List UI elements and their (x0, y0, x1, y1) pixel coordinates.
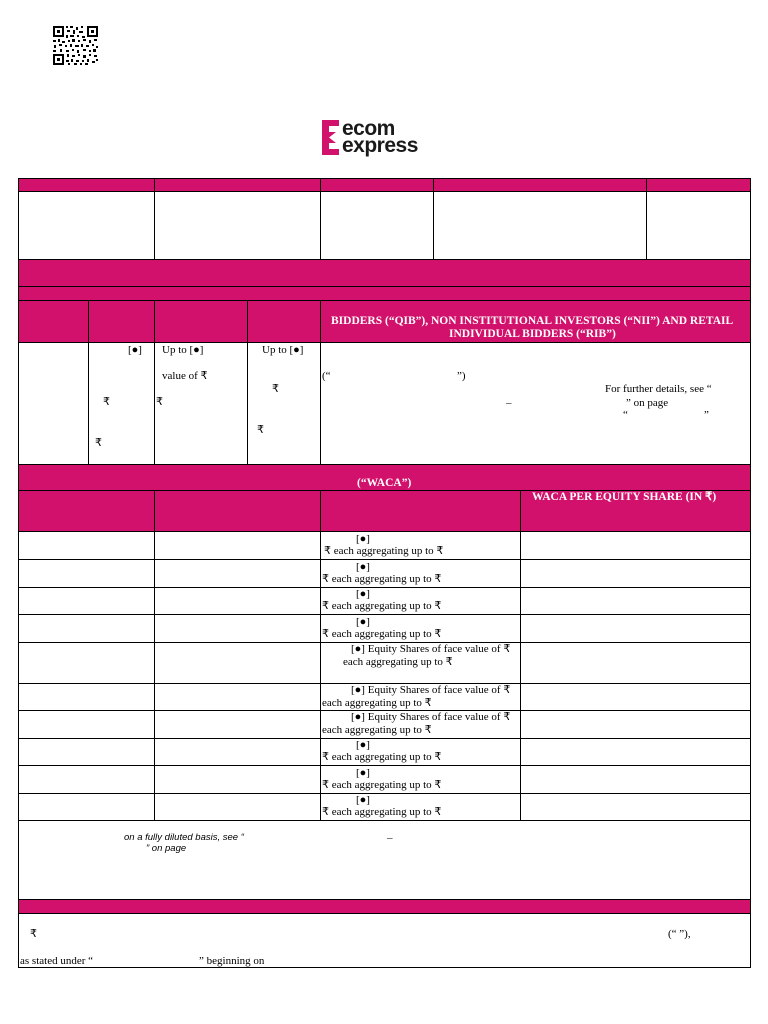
pb-col5-f: “ (623, 409, 628, 421)
pb-col3-a: Up to [●] (162, 344, 204, 356)
waca-row-4-l1: [●] (356, 616, 370, 628)
waca-row-1-l2: ₹ each aggregating up to ₹ (324, 545, 444, 557)
pb-col5-d: – (506, 397, 512, 409)
waca-row-7-l1: [●] Equity Shares of face value of ₹ (351, 711, 511, 723)
waca-note-b: – (387, 832, 393, 844)
pb-col2-a: [●] (128, 344, 142, 356)
pb-col3-b: value of ₹ (162, 370, 208, 382)
footer-d: ” beginning on (199, 955, 265, 967)
waca-row-2-l2: ₹ each aggregating up to ₹ (322, 573, 442, 585)
waca-row-1-l1: [●] (356, 533, 370, 545)
pb-col2-c: ₹ (95, 437, 102, 449)
pb-col5-e: ” on page (626, 397, 669, 409)
waca-row-5-l2: each aggregating up to ₹ (343, 656, 453, 668)
logo-line2: express (342, 134, 418, 157)
pb-col3-c: ₹ (156, 396, 163, 408)
table1-header-band (18, 178, 750, 191)
logo-line1: ecom (342, 117, 395, 140)
logo-e-mark-icon (322, 120, 340, 155)
waca-row-9-l2: ₹ each aggregating up to ₹ (322, 779, 442, 791)
price-band-header-text-2: INDIVIDUAL BIDDERS (“RIB”) (449, 328, 616, 340)
pb-col4-c: ₹ (257, 424, 264, 436)
waca-row-6-l2: each aggregating up to ₹ (322, 697, 432, 709)
footer-c: as stated under “ (20, 955, 93, 967)
section-band-2 (18, 287, 750, 300)
waca-row-3-l1: [●] (356, 588, 370, 600)
pb-col5-g: ” (704, 409, 709, 421)
section-band-1 (18, 260, 750, 286)
footer-band (18, 900, 750, 913)
footer-b: (“ ”), (668, 928, 691, 940)
pb-col5-b: ”) (457, 370, 466, 382)
waca-col4-header: WACA PER EQUITY SHARE (IN ₹) (532, 491, 717, 503)
pb-col4-a: Up to [●] (262, 344, 304, 356)
waca-row-10-l1: [●] (356, 794, 370, 806)
waca-row-4-l2: ₹ each aggregating up to ₹ (322, 628, 442, 640)
waca-row-8-l2: ₹ each aggregating up to ₹ (322, 751, 442, 763)
waca-note-c: ” on page (146, 843, 187, 854)
pb-col2-b: ₹ (103, 396, 110, 408)
pb-col5-c: For further details, see “ (605, 383, 712, 395)
waca-note-a: on a fully diluted basis, see “ (124, 832, 244, 843)
pb-col4-b: ₹ (272, 383, 279, 395)
qr-code-icon (52, 25, 99, 66)
waca-row-2-l1: [●] (356, 561, 370, 573)
ecom-express-logo (322, 117, 452, 157)
waca-row-3-l2: ₹ each aggregating up to ₹ (322, 600, 442, 612)
waca-band-text: (“WACA”) (357, 477, 412, 489)
waca-row-5-l1: [●] Equity Shares of face value of ₹ (351, 643, 511, 655)
waca-row-9-l1: [●] (356, 767, 370, 779)
waca-row-8-l1: [●] (356, 739, 370, 751)
waca-row-6-l1: [●] Equity Shares of face value of ₹ (351, 684, 511, 696)
price-band-header-text: BIDDERS (“QIB”), NON INSTITUTIONAL INVESTORS (“NII”) AND RETAIL (331, 315, 734, 327)
waca-row-10-l2: ₹ each aggregating up to ₹ (322, 806, 442, 818)
footer-a: ₹ (30, 928, 37, 940)
waca-row-7-l2: each aggregating up to ₹ (322, 724, 432, 736)
pb-col5-a: (“ (322, 370, 331, 382)
